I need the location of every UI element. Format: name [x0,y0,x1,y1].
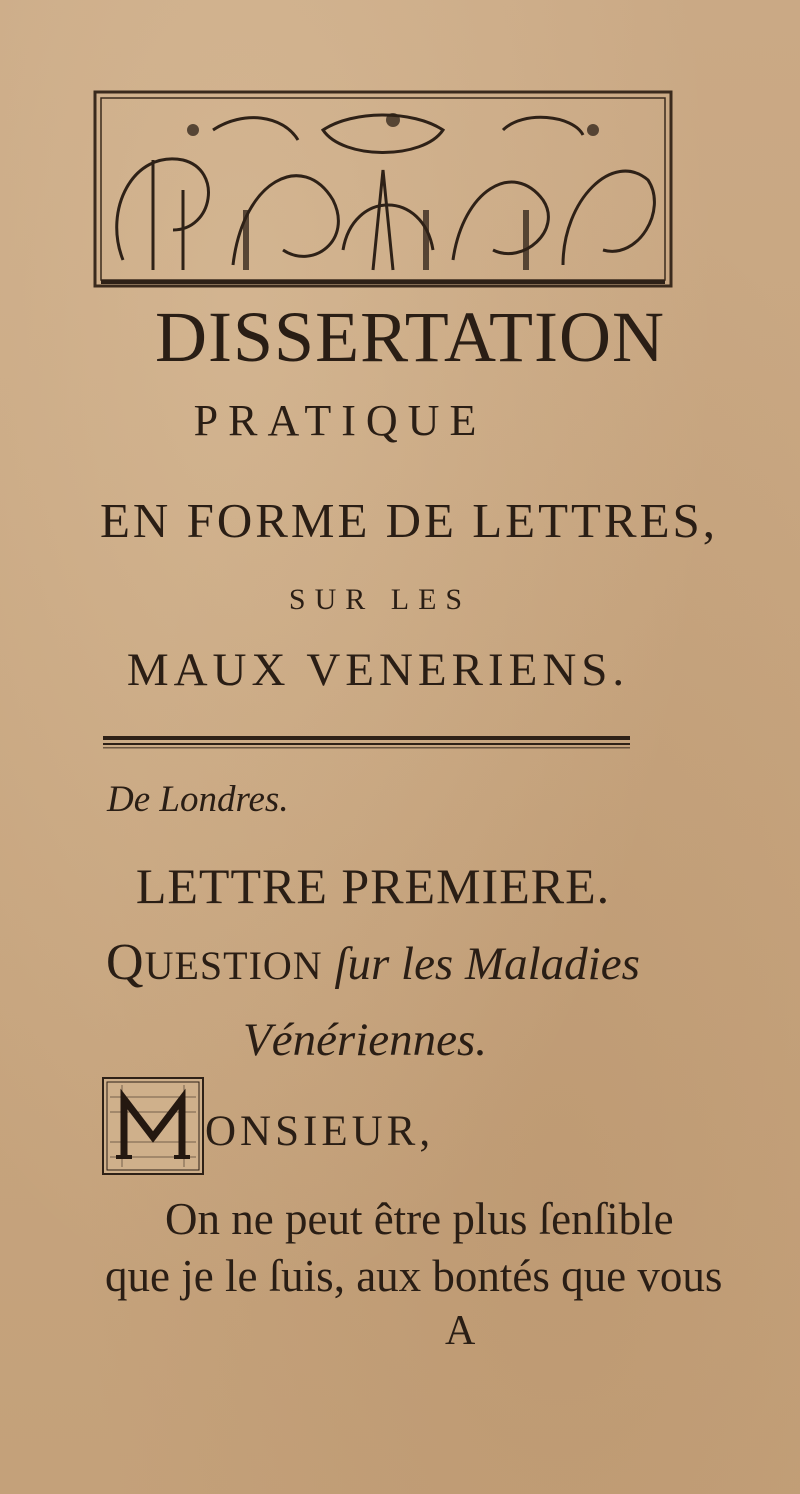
body-line-1: On ne peut être plus ſenſible [165,1194,674,1244]
title-form-line: EN FORME DE LETTRES, [100,493,719,548]
title-main: DISSERTATION [155,297,665,377]
question-continuation: Vénériennes. [243,1014,488,1066]
question-line [106,933,800,992]
ornamental-headpiece-icon [93,90,673,290]
salutation: ONSIEUR, [205,1108,435,1155]
letter-heading: LETTRE PREMIERE. [135,858,611,914]
body-line-2: que je le ſuis, aux bontés que vous [105,1251,723,1301]
title-subtitle: PRATIQUE [193,396,487,445]
question-italic: ſur les Maladies [322,938,640,990]
question-cap-first: Q [106,934,145,991]
signature-mark: A [445,1308,476,1354]
title-maux-veneriens: MAUX VENERIENS. [126,644,630,696]
question-caps [106,934,323,991]
question-cap-rest: UESTION [144,943,323,988]
decorative-rule-icon [103,736,630,750]
title-sur-les: SUR LES [288,583,472,616]
decorated-initial-m-icon [102,1077,204,1175]
place-line: De Londres. [107,779,289,820]
